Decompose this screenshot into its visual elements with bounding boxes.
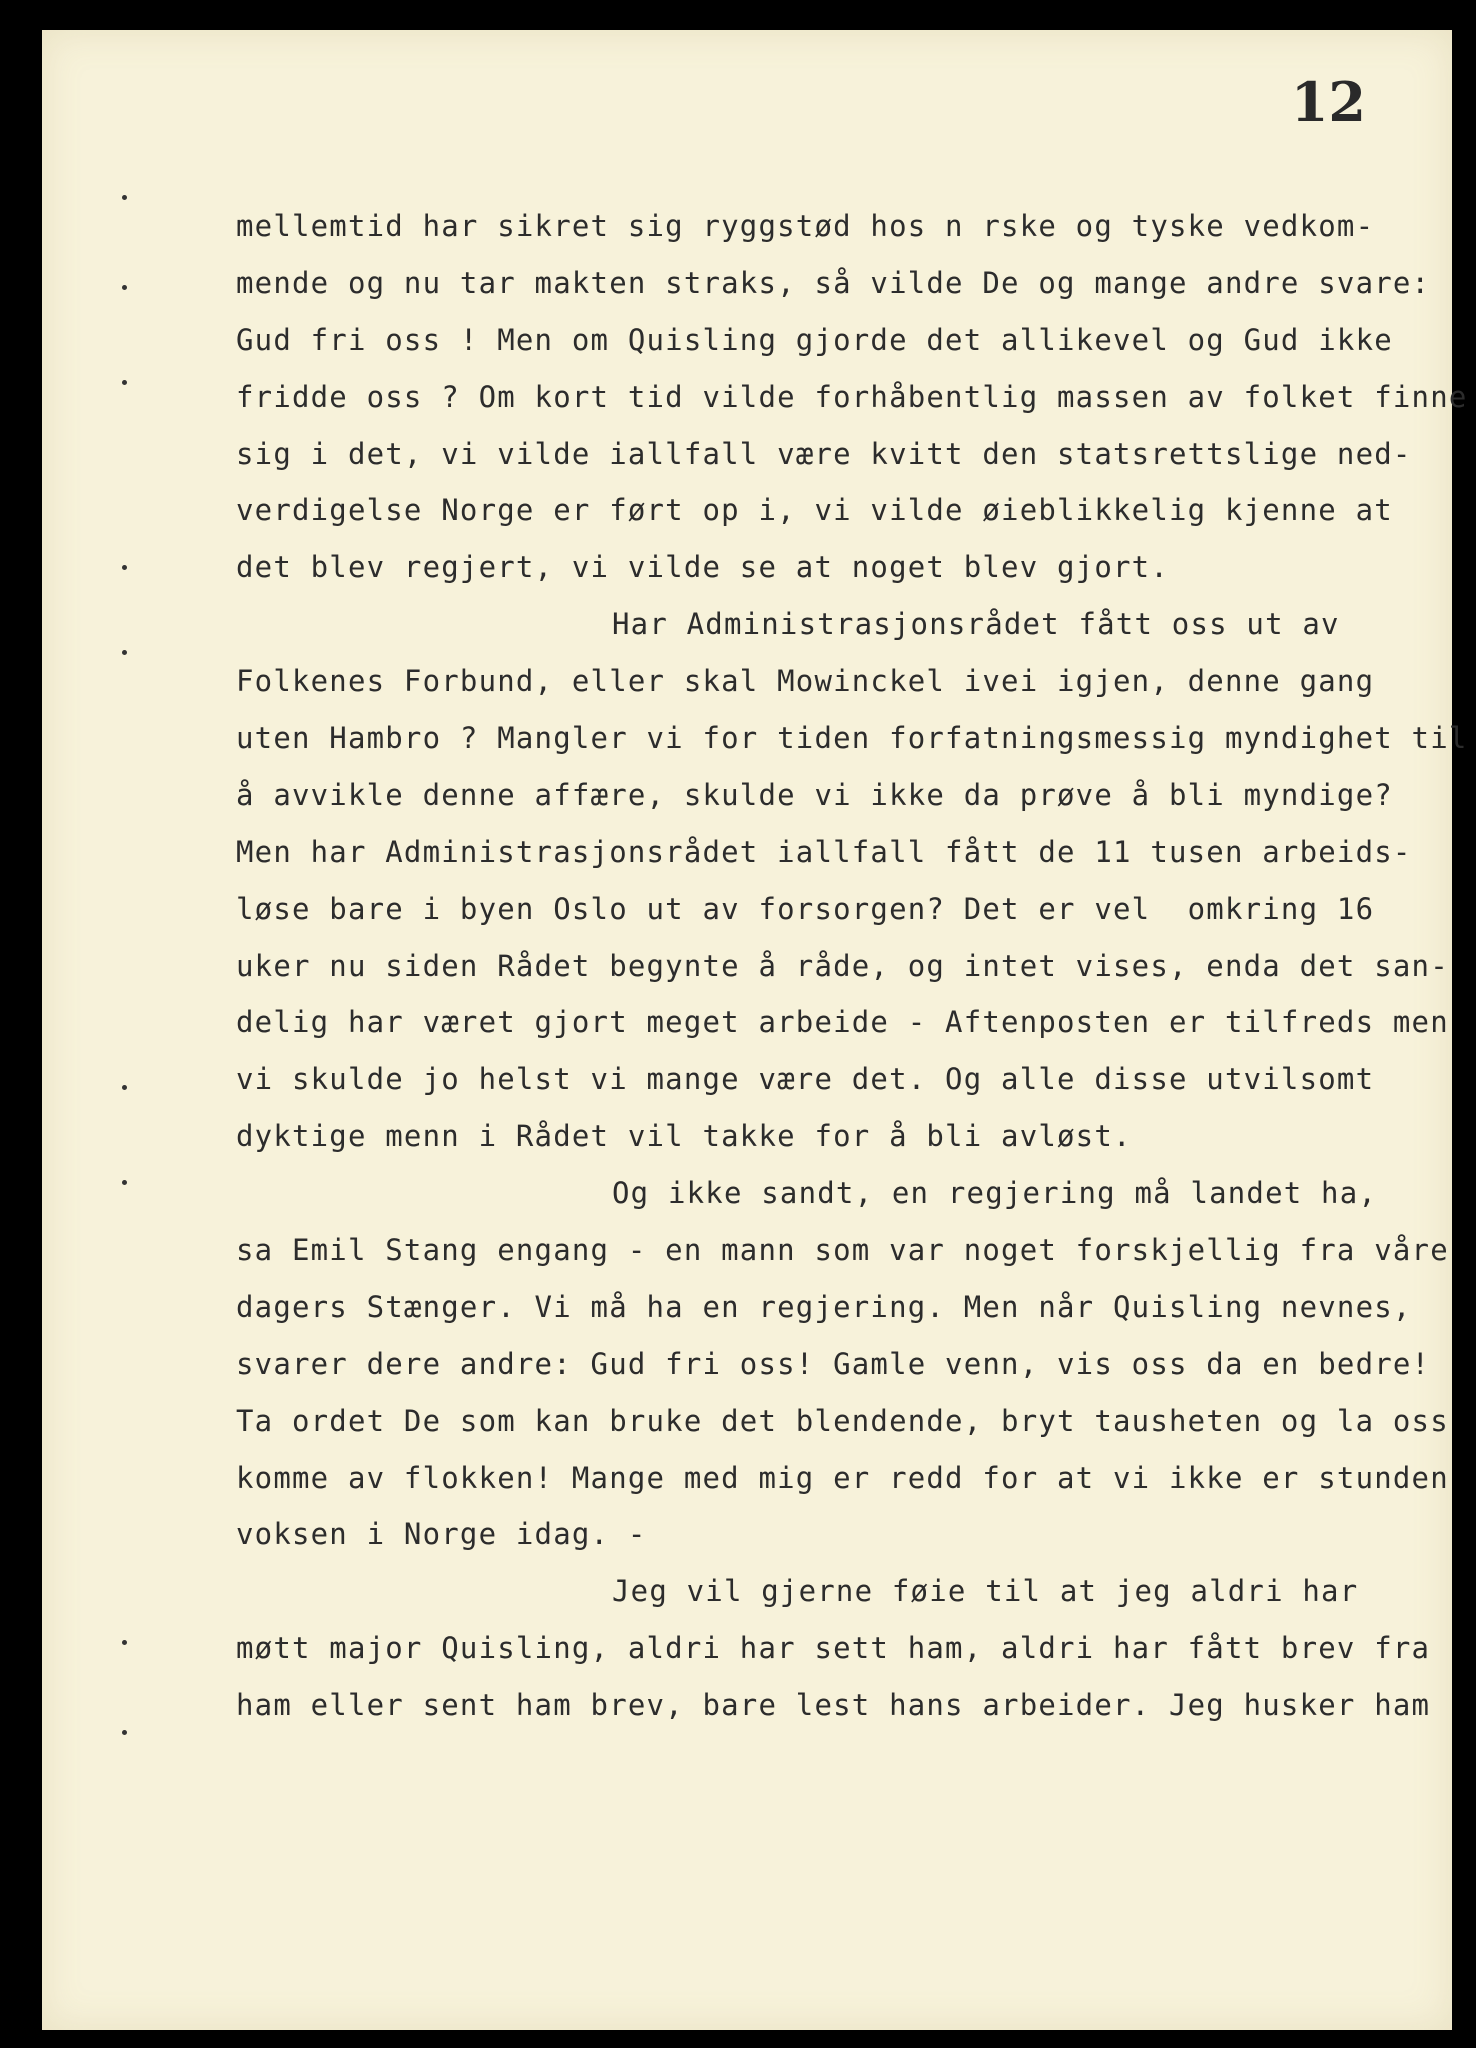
text-line: det blev regjert, vi vilde se at noget blev gjort. [236,550,1169,585]
text-line: uker nu siden Rådet begynte å råde, og intet vises, enda det san- [236,948,1449,983]
text-line: løse bare i byen Oslo ut av forsorgen? Det er vel omkring 16 [236,891,1375,926]
text-line: sa Emil Stang engang - en mann som var noget forskjellig fra våre [236,1233,1449,1268]
margin-mark [122,565,127,570]
page-number: 12 [1290,70,1366,134]
margin-mark [122,1640,127,1645]
margin-mark [122,1085,127,1090]
text-line: dagers Stænger. Vi må ha en regjering. Men når Quisling nevnes, [236,1289,1412,1324]
text-line: dyktige menn i Rådet vil takke for å bli avløst. [236,1119,1132,1154]
text-line: Jeg vil gjerne føie til at jeg aldri har [612,1574,1359,1609]
text-line: å avvikle denne affære, skulde vi ikke da prøve å bli myndige? [236,777,1393,812]
text-line: Har Administrasjonsrådet fått oss ut av [612,607,1340,642]
margin-mark [122,1180,127,1185]
margin-mark [122,195,127,200]
text-line: Gud fri oss ! Men om Quisling gjorde det allikevel og Gud ikke [236,322,1393,357]
text-line: møtt major Quisling, aldri har sett ham, aldri har fått brev fra [236,1631,1431,1666]
text-line: mellemtid har sikret sig ryggstød hos n rske og tyske vedkom- [236,209,1375,243]
text-line: Ta ordet De som kan bruke det blendende, bryt tausheten og la oss [236,1403,1449,1438]
text-line: verdigelse Norge er ført op i, vi vilde øieblikkelig kjenne at [236,493,1393,528]
margin-mark [122,1730,127,1735]
text-line: Og ikke sandt, en regjering må landet ha, [612,1176,1378,1211]
text-line: vi skulde jo helst vi mange være det. Og alle disse utvilsomt [236,1062,1375,1097]
text-line: Men har Administrasjonsrådet iallfall fått de 11 tusen arbeids- [236,834,1412,869]
text-line: komme av flokken! Mange med mig er redd for at vi ikke er stunden [236,1460,1449,1495]
text-line: uten Hambro ? Mangler vi for tiden forfatningsmessig myndighet til [236,721,1468,756]
text-line: Folkenes Forbund, eller skal Mowinckel ivei igjen, denne gang [236,664,1375,699]
text-line: delig har været gjort meget arbeide - Aftenposten er tilfreds men [236,1005,1449,1040]
text-line: voksen i Norge idag. - [236,1517,647,1552]
text-line: fridde oss ? Om kort tid vilde forhåbentlig massen av folket finne [236,379,1468,414]
text-line: sig i det, vi vilde iallfall være kvitt den statsrettslige ned- [236,436,1412,471]
margin-mark [122,650,127,655]
text-line: mende og nu tar makten straks, så vilde De og mange andre svare: [236,265,1431,300]
text-line: ham eller sent ham brev, bare lest hans arbeider. Jeg husker ham [236,1688,1431,1723]
text-line: svarer dere andre: Gud fri oss! Gamle venn, vis oss da en bedre! [236,1346,1431,1381]
margin-mark [122,380,127,385]
margin-mark [122,285,127,290]
document-page [42,30,1468,2030]
typed-text-body [236,198,1468,1734]
